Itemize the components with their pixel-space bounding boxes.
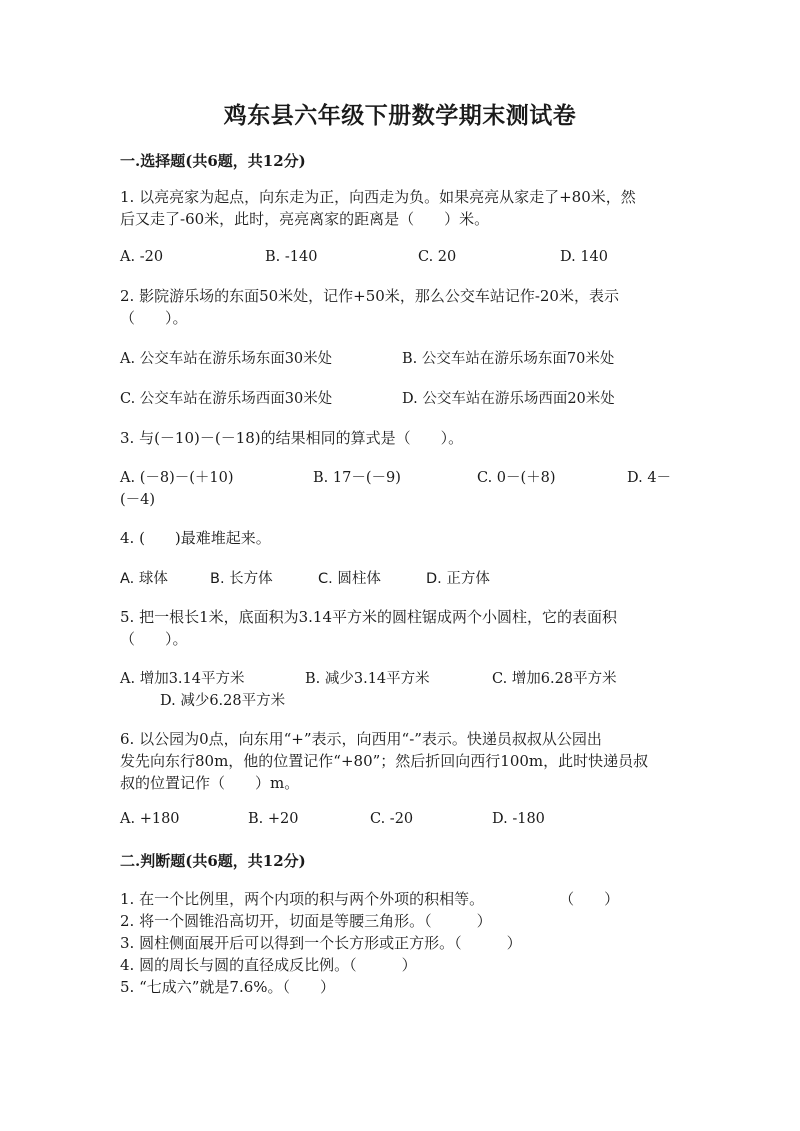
options-4 <box>120 567 680 589</box>
judgment-item-1: 1. 在一个比例里，两个内项的积与两个外项的积相等。 （ ） <box>120 890 620 908</box>
question-1 <box>120 186 680 230</box>
options-2-row2 <box>120 387 680 409</box>
question-text-line: 2. 影院游乐场的东面50米处，记作+50米，那么公交车站记作-20米，表示 <box>120 287 619 305</box>
question-2 <box>120 285 680 329</box>
option-a[interactable]: A. +180 <box>120 811 180 827</box>
question-text-line: 3. 与(－10)－(－18)的结果相同的算式是（ ）。 <box>120 429 464 447</box>
section-heading-judgment: 二.判断题(共6题，共12分) <box>120 852 306 870</box>
question-text-line: 后又走了-60米，此时，亮亮离家的距离是（ ）米。 <box>120 210 490 228</box>
option-c[interactable]: C. 20 <box>418 249 457 265</box>
option-c[interactable]: C. 0－(＋8) <box>477 470 556 486</box>
options-5-row2 <box>120 689 680 711</box>
question-4 <box>120 527 680 549</box>
option-d[interactable]: D. 正方体 <box>426 571 490 587</box>
question-5 <box>120 606 680 650</box>
question-text-line: （ ）。 <box>120 309 188 327</box>
option-d[interactable]: D. 4－ <box>627 470 672 486</box>
options-2-row1 <box>120 347 680 369</box>
option-b[interactable]: B. -140 <box>265 249 318 265</box>
question-3 <box>120 427 680 449</box>
options-3-wrap <box>120 488 680 510</box>
question-text-line: 5. 把一根长1米，底面积为3.14平方米的圆柱锯成两个小圆柱，它的表面积 <box>120 608 618 626</box>
option-c[interactable]: C. -20 <box>370 811 414 827</box>
judgment-item-3: 3. 圆柱侧面展开后可以得到一个长方形或正方形。（ ） <box>120 934 522 952</box>
question-text-line: 叔的位置记作（ ）m。 <box>120 774 300 792</box>
option-d[interactable]: D. 公交车站在游乐场西面20米处 <box>402 391 615 407</box>
question-text-line: 1. 以亮亮家为起点，向东走为正，向西走为负。如果亮亮从家走了+80米，然 <box>120 188 636 206</box>
question-text-line: 4. ( )最难堆起来。 <box>120 529 271 547</box>
option-a[interactable]: A. 球体 <box>120 571 168 587</box>
option-c[interactable]: C. 公交车站在游乐场西面30米处 <box>120 391 333 407</box>
page-title: 鸡东县六年级下册数学期末测试卷 <box>223 102 577 129</box>
options-5-row1 <box>120 667 680 689</box>
option-b[interactable]: B. 长方体 <box>210 571 273 587</box>
option-b[interactable]: B. 减少3.14平方米 <box>305 671 430 687</box>
option-b[interactable]: B. 公交车站在游乐场东面70米处 <box>402 351 615 367</box>
option-a[interactable]: A. -20 <box>120 249 164 265</box>
section-heading-choice: 一.选择题(共6题，共12分) <box>120 152 306 170</box>
option-d[interactable]: D. -180 <box>492 811 545 827</box>
option-c[interactable]: C. 增加6.28平方米 <box>492 671 617 687</box>
option-a[interactable]: A. 增加3.14平方米 <box>120 671 245 687</box>
option-a[interactable]: A. (－8)－(＋10) <box>120 470 234 486</box>
option-b[interactable]: B. +20 <box>248 811 299 827</box>
question-text-line: 6. 以公园为0点，向东用“+”表示，向西用“-”表示。快递员叔叔从公园出 <box>120 730 602 748</box>
option-c[interactable]: C. 圆柱体 <box>318 571 381 587</box>
judgment-item-2: 2. 将一个圆锥沿高切开，切面是等腰三角形。（ ） <box>120 912 492 930</box>
judgment-item-4: 4. 圆的周长与圆的直径成反比例。（ ） <box>120 956 417 974</box>
question-text-line: （ ）。 <box>120 630 188 648</box>
option-d[interactable]: D. 减少6.28平方米 <box>160 693 286 709</box>
question-6 <box>120 728 680 794</box>
question-text-line: 发先向东行80m，他的位置记作“+80”；然后折回向西行100m，此时快递员叔 <box>120 752 649 770</box>
options-6 <box>120 811 680 833</box>
options-1 <box>120 249 680 271</box>
options-3 <box>120 466 680 488</box>
option-a[interactable]: A. 公交车站在游乐场东面30米处 <box>120 351 333 367</box>
judgment-item-5: 5. “七成六”就是7.6%。（ ） <box>120 978 336 996</box>
option-b[interactable]: B. 17－(－9) <box>313 470 401 486</box>
option-d[interactable]: D. 140 <box>560 249 609 265</box>
option-d-continued: (－4) <box>120 492 156 508</box>
